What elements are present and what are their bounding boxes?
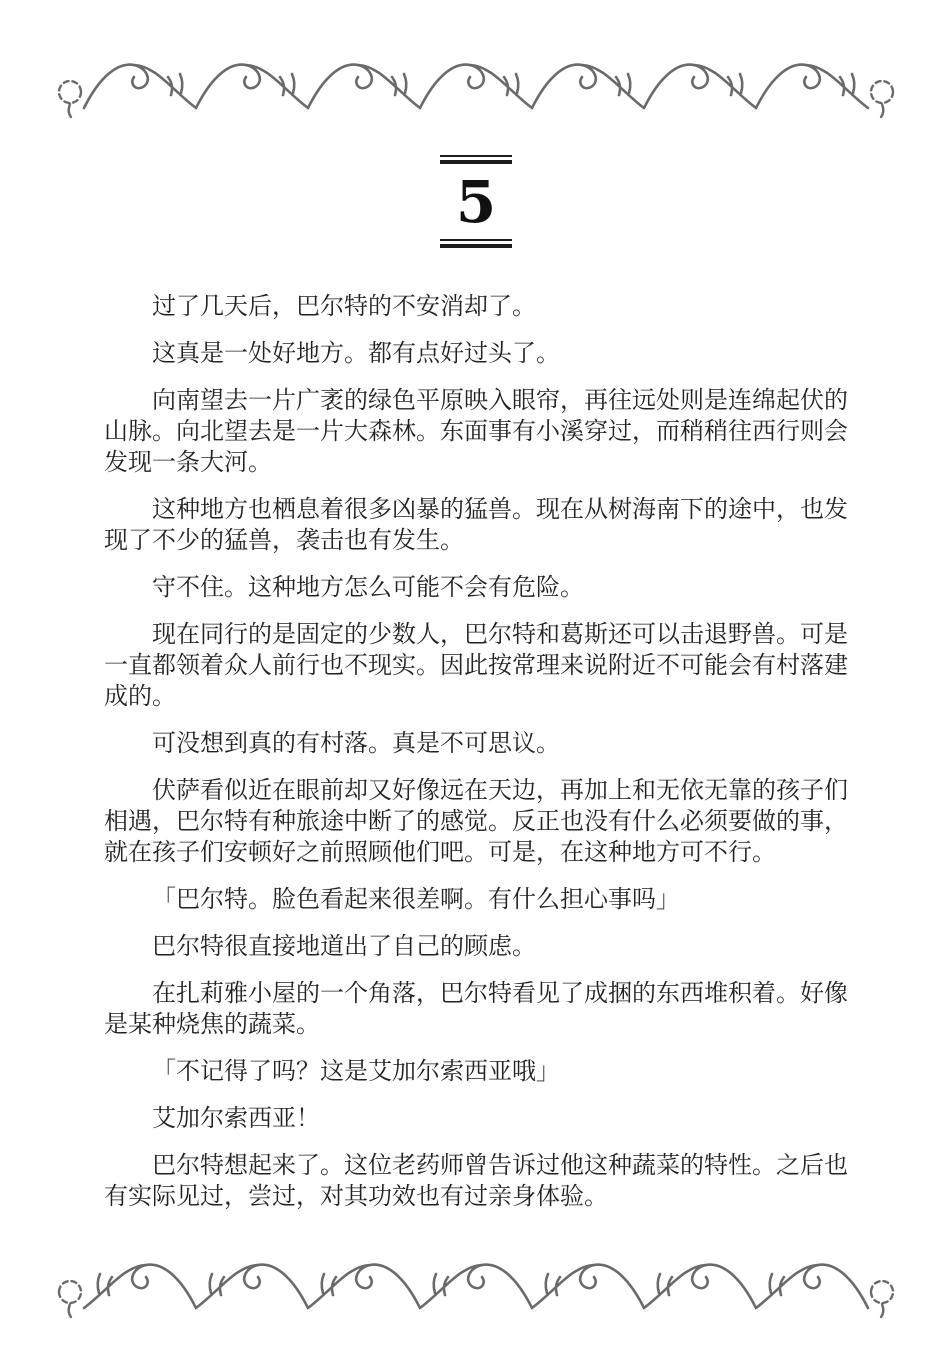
paragraph: 可没想到真的有村落。真是不可思议。	[152, 731, 560, 757]
paragraph: 这真是一处好地方。都有点好过头了。	[152, 341, 560, 367]
paragraph: 向南望去一片广袤的绿色平原映入眼帘，再往远处则是连绵起伏的山脉。向北望去是一片大森林。东面事有小溪穿过，而稍稍往西行则会发现一条大河。	[104, 388, 848, 476]
paragraph: 守不住。这种地方怎么可能不会有危险。	[152, 575, 584, 601]
paragraph: 这种地方也栖息着很多凶暴的猛兽。现在从树海南下的途中，也发现了不少的猛兽，袭击也有发生。	[104, 497, 848, 554]
scroll-flourish-top-icon	[56, 52, 896, 124]
heading-rule-bottom	[440, 239, 512, 248]
heading-rule-top	[440, 155, 512, 164]
paragraph: 「不记得了吗？这是艾加尔索西亚哦」	[152, 1059, 560, 1085]
paragraph: 艾加尔索西亚！	[152, 1106, 320, 1132]
text-block	[104, 292, 848, 1229]
scroll-flourish-bottom-icon	[56, 1252, 896, 1324]
paragraph: 伏萨看似近在眼前却又好像远在天边，再加上和无依无靠的孩子们相遇，巴尔特有种旅途中断了的感觉。反正也没有什么必须要做的事，就在孩子们安顿好之前照顾他们吧。可是，在这种地方可不行。	[104, 778, 848, 866]
paragraph: 现在同行的是固定的少数人，巴尔特和葛斯还可以击退野兽。可是一直都领着众人前行也不现实。因此按常理来说附近不可能会有村落建成的。	[104, 622, 848, 710]
chapter-heading	[0, 155, 952, 248]
paragraph: 过了几天后，巴尔特的不安消却了。	[152, 294, 536, 320]
paragraph: 巴尔特很直接地道出了自己的顾虑。	[152, 934, 536, 960]
paragraph: 在扎莉雅小屋的一个角落，巴尔特看见了成捆的东西堆积着。好像是某种烧焦的蔬菜。	[104, 981, 848, 1038]
paragraph: 「巴尔特。脸色看起来很差啊。有什么担心事吗」	[152, 887, 680, 913]
chapter-number: 5	[455, 168, 497, 236]
paragraph: 巴尔特想起来了。这位老药师曾告诉过他这种蔬菜的特性。之后也有实际见过，尝过，对其功效也有过亲身体验。	[104, 1153, 848, 1210]
